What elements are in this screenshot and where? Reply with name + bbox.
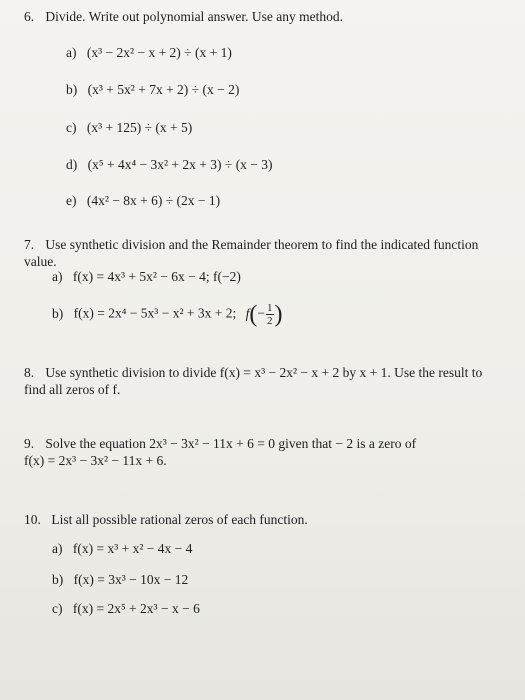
question-7 — [24, 236, 504, 270]
item-expression: (x⁵ + 4x⁴ − 3x² + 2x + 3) ÷ (x − 3) — [87, 157, 273, 172]
open-paren: ( — [249, 301, 258, 328]
question-number: 9. — [24, 436, 35, 451]
item-expression: f(x) = 2x⁴ − 5x³ − x² + 3x + 2; — [73, 305, 237, 321]
item-label: b) — [52, 572, 64, 587]
q6-item-a — [66, 44, 232, 61]
item-label: a) — [66, 45, 77, 60]
question-text: Solve the equation 2x³ − 3x² − 11x + 6 = 0 given that − 2 is a zero of — [45, 436, 417, 451]
item-expression: (x³ + 125) ÷ (x + 5) — [86, 120, 193, 135]
q6-item-b — [66, 81, 239, 98]
fraction-denominator: 2 — [267, 315, 273, 327]
item-label: e) — [66, 193, 77, 208]
q7-item-b — [52, 302, 283, 327]
question-instruction: Divide. Write out polynomial answer. Use any method. — [45, 9, 344, 24]
question-text: Use synthetic division to divide f(x) = x³ − 2x² − x + 2 by x + 1. Use the result to — [45, 365, 483, 380]
fraction — [266, 302, 274, 327]
fraction-numerator: 1 — [267, 302, 273, 314]
q10-item-c — [52, 600, 200, 617]
question-number: 7. — [24, 237, 35, 252]
q6-item-d — [66, 156, 273, 173]
q10-item-b — [52, 571, 188, 588]
question-text-continued: f(x) = 2x³ − 3x² − 11x + 6. — [24, 453, 167, 468]
item-expression: f(x) = 2x⁵ + 2x³ − x − 6 — [72, 601, 200, 616]
question-number: 8. — [24, 365, 35, 380]
q10-item-a — [52, 540, 192, 557]
question-number: 10. — [24, 512, 41, 527]
item-label: a) — [52, 269, 63, 284]
item-expression: f(x) = 4x³ + 5x² − 6x − 4; f(−2) — [72, 269, 241, 284]
q7-item-a — [52, 268, 241, 285]
question-instruction: Use synthetic division and the Remainder theorem to find the indicated function value. — [24, 237, 479, 269]
question-text-continued: find all zeros of f. — [24, 382, 121, 397]
item-expression: f(x) = x³ + x² − 4x − 4 — [72, 541, 193, 556]
item-expression: (x³ − 2x² − x + 2) ÷ (x + 1) — [86, 45, 232, 60]
item-label: c) — [52, 601, 63, 616]
item-label: c) — [66, 120, 77, 135]
question-instruction: List all possible rational zeros of each function. — [51, 512, 308, 527]
q6-item-e — [66, 192, 220, 209]
item-label: b) — [52, 305, 64, 321]
item-label: d) — [66, 157, 78, 172]
question-10 — [24, 511, 504, 528]
question-6 — [24, 8, 504, 25]
question-8 — [24, 364, 504, 398]
fraction-sign: − — [257, 305, 265, 321]
eval-function: f — [245, 305, 250, 321]
question-line — [24, 364, 504, 381]
q6-item-c — [66, 119, 192, 136]
close-paren: ) — [274, 301, 283, 328]
item-expression: f(x) = 3x³ − 10x − 12 — [73, 572, 189, 587]
item-expression: (x³ + 5x² + 7x + 2) ÷ (x − 2) — [87, 82, 240, 97]
item-label: a) — [52, 541, 63, 556]
item-label: b) — [66, 82, 78, 97]
question-line — [24, 435, 504, 452]
item-expression: (4x² − 8x + 6) ÷ (2x − 1) — [86, 193, 221, 208]
question-9 — [24, 435, 504, 469]
question-number: 6. — [24, 9, 35, 24]
